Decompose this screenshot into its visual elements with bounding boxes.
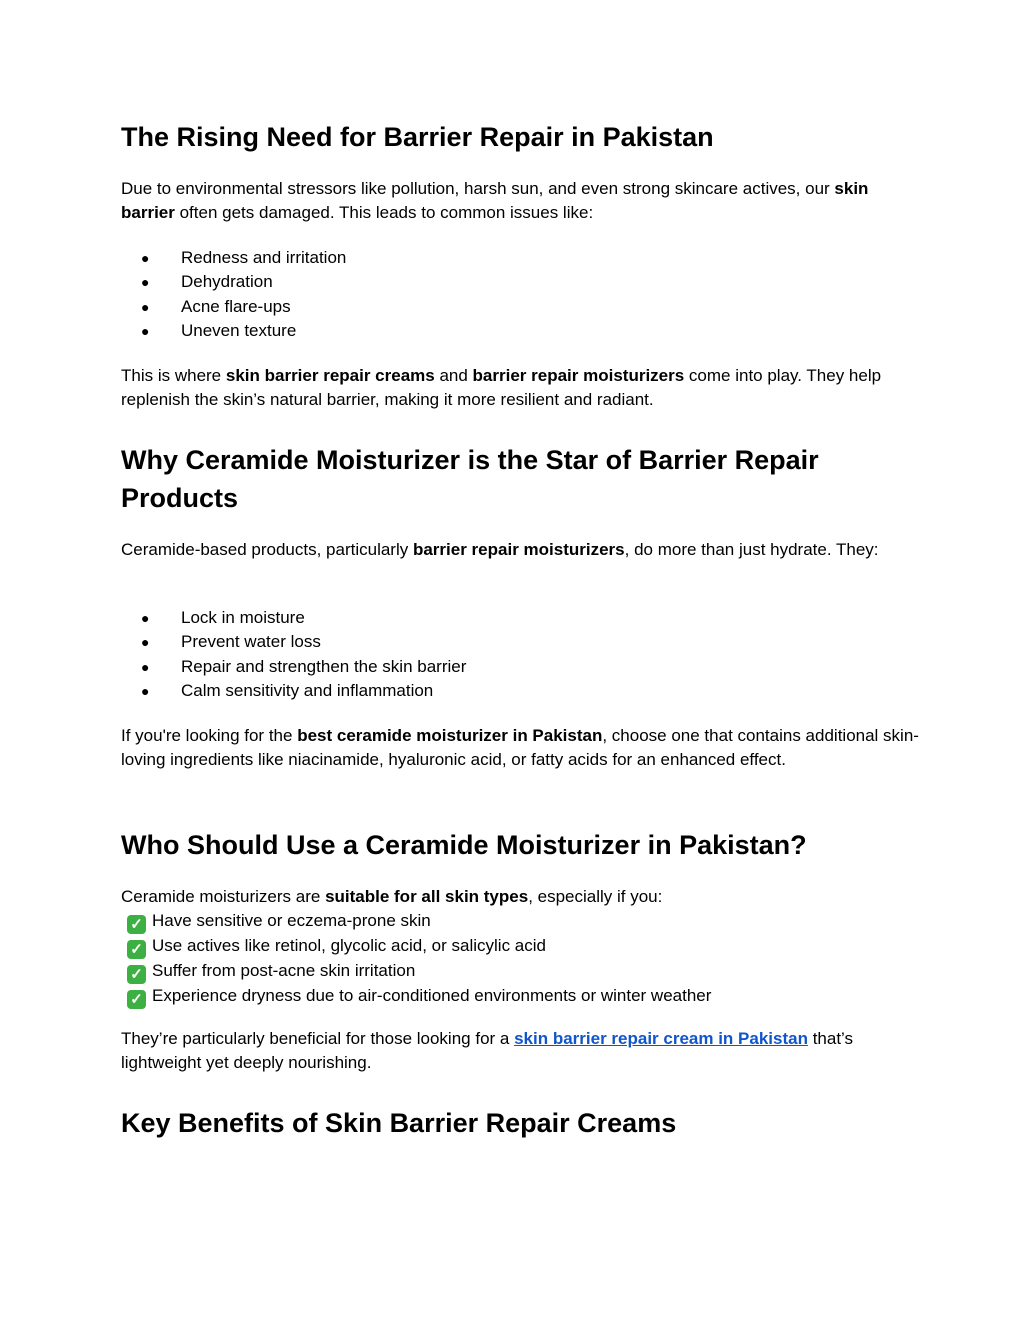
- paragraph-intro-2: [121, 538, 921, 562]
- bullet-icon: ●: [141, 323, 150, 340]
- heading-who-should-use: Who Should Use a Ceramide Moisturizer in Pakistan?: [121, 830, 807, 860]
- paragraph-intro-3: [121, 885, 921, 1009]
- text-run: , do more than just hydrate. They:: [624, 540, 879, 559]
- check-mark-icon: ✓: [127, 965, 146, 984]
- list-item: [121, 630, 466, 654]
- list-item-text: Redness and irritation: [181, 248, 347, 267]
- list-item-text: Acne flare-ups: [181, 296, 291, 316]
- list-item-text: Dehydration: [181, 272, 273, 292]
- paragraph-intro-1: [121, 177, 921, 226]
- list-item-text: Prevent water loss: [181, 632, 321, 652]
- list-item: [121, 319, 346, 343]
- list-item: [121, 606, 466, 630]
- list-item: [121, 655, 466, 679]
- list-item: [121, 270, 346, 294]
- paragraph-outro-2: [121, 724, 921, 773]
- bullet-icon: ●: [141, 250, 150, 266]
- check-item-text: Use actives like retinol, glycolic acid, or salicylic acid: [152, 936, 546, 956]
- bullet-icon: ●: [141, 298, 150, 315]
- bold-text: barrier repair moisturizers: [472, 366, 685, 385]
- text-run: , choose one that contains additional skin-loving ingredients like niacinamide, hyaluronic acid, or fatty acids for an enhanced effect.: [121, 726, 919, 770]
- check-item-text: Have sensitive or eczema-prone skin: [152, 911, 431, 931]
- heading-why-ceramide: Why Ceramide Moisturizer is the Star of Barrier Repair Products: [121, 445, 819, 513]
- text-run: They’re particularly beneficial for those looking for a: [121, 1029, 515, 1048]
- check-item-text: Suffer from post-acne skin irritation: [152, 961, 416, 981]
- barrier-repair-cream-link[interactable]: skin barrier repair cream in Pakistan: [514, 1029, 808, 1048]
- check-item-text: Experience dryness due to air-conditioned environments or winter weather: [152, 986, 712, 1006]
- bold-text: skin barrier repair creams: [225, 366, 435, 385]
- text-run: Due to environmental stressors like pollution, harsh sun, and even strong skincare actives, our: [121, 179, 835, 198]
- paragraph-outro-3: [121, 1027, 921, 1076]
- check-mark-icon: ✓: [127, 915, 146, 934]
- check-mark-icon: ✓: [127, 940, 146, 959]
- list-item: [121, 246, 346, 270]
- benefits-list: [121, 606, 466, 704]
- bold-text: skin barrier: [121, 179, 869, 223]
- text-run: often gets damaged. This leads to common issues like:: [174, 203, 594, 223]
- text-run: come into play. They help replenish the skin’s natural barrier, making it more resilient and radiant.: [121, 366, 882, 410]
- heading-key-benefits: Key Benefits of Skin Barrier Repair Creams: [121, 1108, 677, 1138]
- check-mark-icon: ✓: [127, 990, 146, 1009]
- bullet-icon: ●: [141, 658, 150, 675]
- list-item-text: Lock in moisture: [181, 608, 305, 627]
- text-run: If you're looking for the: [121, 726, 298, 745]
- list-item: [121, 679, 466, 703]
- bullet-icon: ●: [141, 610, 150, 626]
- text-run: Ceramide moisturizers are: [121, 887, 326, 906]
- text-run: This is where: [121, 366, 226, 385]
- paragraph-outro-1: [121, 364, 921, 413]
- bullet-icon: ●: [141, 683, 150, 700]
- bold-text: best ceramide moisturizer in Pakistan: [297, 726, 603, 745]
- bullet-icon: ●: [141, 634, 150, 651]
- text-run: Ceramide-based products, particularly: [121, 540, 413, 559]
- list-item: [121, 295, 346, 319]
- text-run: that’s lightweight yet deeply nourishing.: [121, 1029, 854, 1073]
- text-run: , especially if you:: [528, 887, 663, 906]
- issues-list: [121, 246, 346, 344]
- list-item-text: Uneven texture: [181, 321, 297, 341]
- list-item-text: Repair and strengthen the skin barrier: [181, 656, 467, 676]
- text-run: and: [434, 366, 473, 385]
- bold-text: suitable for all skin types: [325, 887, 529, 906]
- bullet-icon: ●: [141, 274, 150, 291]
- heading-rising-need: The Rising Need for Barrier Repair in Pakistan: [121, 122, 714, 152]
- bold-text: barrier repair moisturizers: [412, 540, 625, 559]
- list-item-text: Calm sensitivity and inflammation: [181, 681, 434, 701]
